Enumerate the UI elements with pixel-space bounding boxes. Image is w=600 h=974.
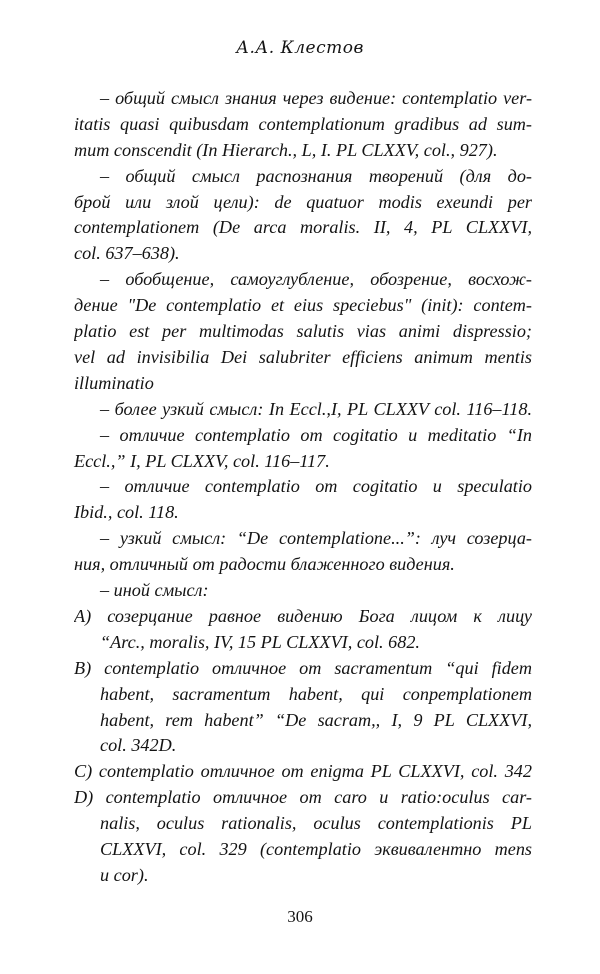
text-line: D) contemplatio отличное от caro и ratio:oculus car-: [74, 787, 532, 808]
text-line: – общий смысл знания через видение: contemplatio ver-: [100, 88, 532, 108]
text-line: vel ad invisibilia Dei salubriter efficiens animum mentis: [74, 346, 532, 367]
text-line: Ibid., col. 118.: [74, 502, 179, 523]
text-line: “Arc., moralis, IV, 15 PL CLXXVI, col. 682.: [100, 631, 420, 652]
text-line: B) contemplatio отличное от sacramentum “qui fidem: [74, 657, 532, 678]
text-line: illuminatio: [74, 372, 154, 393]
text-line: col. 342D.: [100, 735, 177, 756]
text-line: – узкий смысл: “De contemplatione...”: луч созерца-: [100, 528, 532, 549]
text-line: contemplationem (De arca moralis. II, 4, PL CLXXVI,: [74, 217, 532, 238]
text-line: и cor).: [100, 864, 149, 885]
text-line: A) созерцание равное видению Бога лицом к лицу: [74, 605, 532, 626]
text-line: mum conscendit (In Hierarch., L, I. PL CLXXV, col., 927).: [74, 139, 498, 160]
text-line: CLXXVI, col. 329 (contemplatio эквивалентно mens: [100, 838, 532, 859]
text-line: дение "De contemplatio et eius speciebus" (init): contem-: [74, 295, 532, 316]
text-line: C) contemplatio отличное от enigma PL CLXXVI, col. 342: [74, 761, 532, 782]
text-line: nalis, oculus rationalis, oculus contemplationis PL: [100, 813, 532, 834]
text-line: Eccl.,” I, PL CLXXV, col. 116–117.: [74, 450, 330, 471]
text-line: habent, rem habent” “De sacram,, I, 9 PL CLXXVI,: [100, 709, 532, 730]
page-number: 306: [287, 907, 313, 926]
text-line: брой или злой цели): de quatuor modis exeundi per: [74, 191, 532, 212]
text-line: platio est per multimodas salutis vias animi dispressio;: [74, 321, 532, 342]
text-line: itatis quasi quibusdam contemplationum gradibus ad sum-: [74, 113, 532, 134]
text-line: col. 637–638).: [74, 243, 180, 264]
text-line: ния, отличный от радости блаженного видения.: [74, 554, 455, 575]
running-header: А.А. Клестов: [236, 38, 364, 58]
text-line: – общий смысл распознания творений (для до-: [100, 165, 532, 186]
text-line: – обобщение, самоуглубление, обозрение, восхож-: [100, 269, 532, 290]
page-body-text: [74, 86, 532, 889]
text-line: habent, sacramentum habent, qui conpemplationem: [100, 683, 532, 704]
text-line: – отличие contemplatio от cogitatio и meditatio “In: [100, 424, 532, 445]
text-line: – отличие contemplatio от cogitatio и speculatio: [100, 476, 532, 497]
text-line: – иной смысл:: [100, 580, 209, 601]
text-line: – более узкий смысл: In Eccl.,I, PL CLXXV col. 116–118.: [100, 398, 532, 419]
